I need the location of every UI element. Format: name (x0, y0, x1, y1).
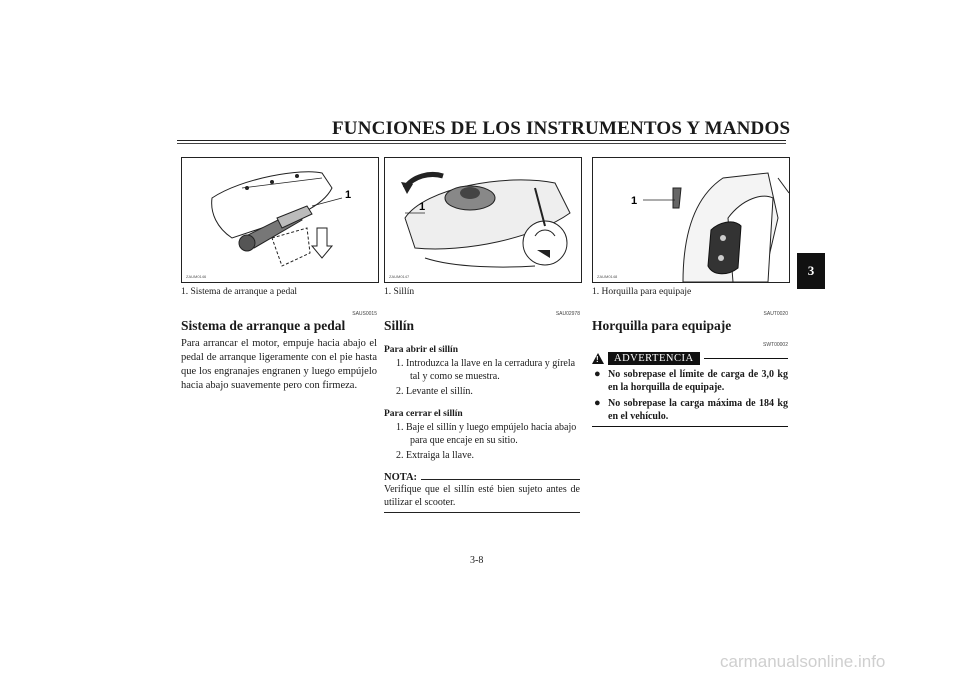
warning-item-text: No sobrepase la carga máxima de 184 kg en el vehículo. (608, 398, 788, 422)
page-number: 3-8 (470, 555, 484, 566)
header-rule-secondary (177, 143, 786, 144)
column-kick-starter (181, 157, 377, 393)
open-step-2: 2. Levante el sillín. (396, 386, 473, 397)
figure-callout: 1 (631, 195, 638, 207)
watermark: carmanualsonline.info (720, 652, 886, 671)
nota-rule (421, 479, 580, 480)
column-seat (384, 157, 580, 513)
bullet-icon: ● (594, 368, 601, 380)
nota-header (384, 472, 580, 483)
open-seat-heading: Para abrir el sillín (384, 345, 458, 355)
warning-item (592, 368, 788, 394)
nota-label: NOTA: (384, 472, 418, 483)
header-rule (177, 140, 786, 141)
figure-caption: 1. Sillín (384, 287, 415, 297)
warning-code: SWT00002 (762, 342, 788, 348)
figure-callout: 1 (345, 189, 352, 201)
kick-starter-illustration (182, 158, 378, 282)
nota-end-rule (384, 512, 580, 513)
page-header-title: FUNCIONES DE LOS INSTRUMENTOS Y MANDOS (332, 118, 791, 139)
warning-item (592, 397, 788, 423)
section-title: Sistema de arranque a pedal (181, 318, 346, 333)
section-code: SAU02978 (555, 311, 580, 317)
figure-callout: 1 (419, 201, 426, 213)
luggage-hook-illustration (593, 158, 789, 282)
warning-header (592, 352, 788, 365)
figure-id: ZAUM0148 (597, 274, 618, 279)
warning-triangle-icon: ! (592, 353, 604, 364)
close-step-1: 1. Baje el sillín y luego empújelo hacia abajo para que encaje en su sitio. (396, 422, 577, 446)
figure-luggage-hook (592, 157, 790, 283)
figure-caption: 1. Horquilla para equipaje (592, 287, 692, 297)
close-step-2: 2. Extraiga la llave. (396, 450, 475, 461)
chapter-tab: 3 (797, 253, 825, 289)
figure-seat (384, 157, 582, 283)
section-title: Horquilla para equipaje (592, 318, 732, 333)
section-code: SAUS0015 (352, 311, 377, 317)
open-step-1: 1. Introduzca la llave en la cerradura y gírela tal y como se muestra. (396, 358, 576, 382)
seat-illustration (385, 158, 581, 282)
section-title: Sillín (384, 318, 415, 333)
nota-text: Verifique que el sillín esté bien sujeto antes de utilizar el scooter. (384, 484, 580, 508)
figure-kick-starter (181, 157, 379, 283)
bullet-icon: ● (594, 397, 601, 409)
section-body: Para arrancar el motor, empuje hacia abajo el pedal de arranque ligeramente con el pie hasta que los engranajes engranen y luego empújelo hacia abajo suavemente pero con firmeza. (181, 338, 377, 391)
warning-label: ADVERTENCIA (608, 352, 700, 365)
close-seat-heading: Para cerrar el sillín (384, 409, 463, 419)
warning-end-rule (592, 426, 788, 427)
warning-item-text: No sobrepase el límite de carga de 3,0 kg en la horquilla de equipaje. (608, 369, 788, 393)
figure-id: ZAUM0146 (186, 274, 207, 279)
figure-caption: 1. Sistema de arranque a pedal (181, 287, 298, 297)
warning-rule (704, 358, 788, 359)
section-code: SAUT0020 (763, 311, 788, 317)
figure-id: ZAUM0147 (389, 274, 410, 279)
column-luggage-hook (592, 157, 788, 427)
